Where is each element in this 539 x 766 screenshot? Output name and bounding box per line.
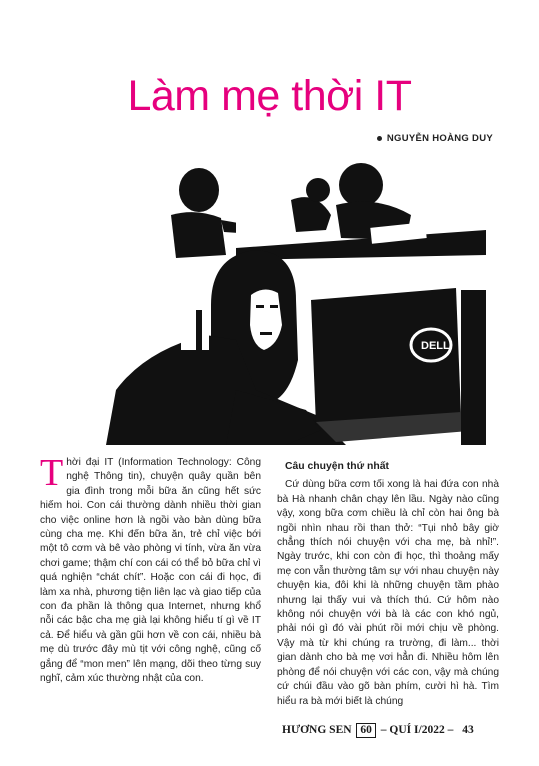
mother-figure [106, 250, 346, 445]
author-name: NGUYỄN HOÀNG DUY [386, 133, 493, 144]
issue-period: – QUÍ I/2022 – [380, 724, 454, 736]
article-photo [86, 160, 486, 445]
intro-paragraph [40, 452, 261, 687]
page-footer [282, 723, 474, 738]
issue-number: 60 [356, 723, 376, 738]
svg-text:DELL: DELL [421, 340, 450, 352]
section-heading: Câu chuyện thứ nhất [285, 461, 389, 472]
bullet-icon [377, 136, 382, 141]
children-figures [171, 163, 486, 260]
magazine-name: HƯƠNG SEN [282, 724, 352, 736]
right-column [277, 456, 499, 709]
intro-text: hời đại IT (Information Technology: Công nghệ Thông tin), chuyện quây quần bên gia đình trong mỗi bữa ăn cũng hết sức hiếm hoi. Con cái thường dành nhiều thời gian cho việc online hơn là ngồi vào bàn dùng bữa cùng cha mẹ. Khi đến bữa ăn, trẻ chỉ việc bới một tô cơm và bê vào phòng vi tính, vừa ăn vừa chơi game; thậm chí con cái có thể bỏ bữa chỉ vì quá nghiện “chát chít”. Hoặc con cái đi học, đi làm xa nhà, phương tiện liên lạc và giao tiếp của con đa phần là thông qua Internet, nhưng khổ nỗi các bậc cha mẹ già lại không hiểu tí gì về IT cả. Để hiểu và gần gũi hơn về con cái, nhiều bà mẹ dù trước đây mù tịt với công nghệ, cũng cố gắng để “mon men” lên mạng, dõi theo từng suy nghĩ, cảm xúc thường nhật của con. [40, 457, 261, 685]
section-paragraph: Cứ dùng bữa cơm tối xong là hai đứa con nhà bà Hà nhanh chân chạy lên lầu. Ngày nào cũng vậy, xong bữa cơm chiều là chỉ còn hai ông bà ngồi nhìn nhau rồi than thở: “Tụi nhỏ bây giờ chẳng thích nói chuyện với cha mẹ, bà nhỉ!”. Ngày trước, khi con còn đi học, thì thoảng mấy mẹ con vẫn thường tâm sự với nhau chuyện này chuyện kia, đôi khi là những chuyện tầm phào nhưng lại thấy vui và thích thú. Cứ hôm nào không nói chuyện với bà là các con khó ngủ, phải nói gì đó vài phút rồi mới chịu về phòng. Vậy mà từ khi chúng ra trường, đi làm... thời gian dành cho bà mẹ vơi hẳn đi. Nhiều hôm lên phòng để nói chuyện với các con, vậy mà chúng cứ chúi đầu vào gõ bàn phím, cười hì hà. Tìm hiểu ra bà mới biết là chúng [277, 479, 499, 707]
article-title: Làm mẹ thời IT [127, 72, 412, 120]
left-column [40, 452, 261, 687]
laptop-figure [311, 288, 486, 445]
drop-cap: T [40, 452, 64, 494]
page-number: 43 [462, 724, 474, 736]
author-byline [377, 133, 493, 144]
